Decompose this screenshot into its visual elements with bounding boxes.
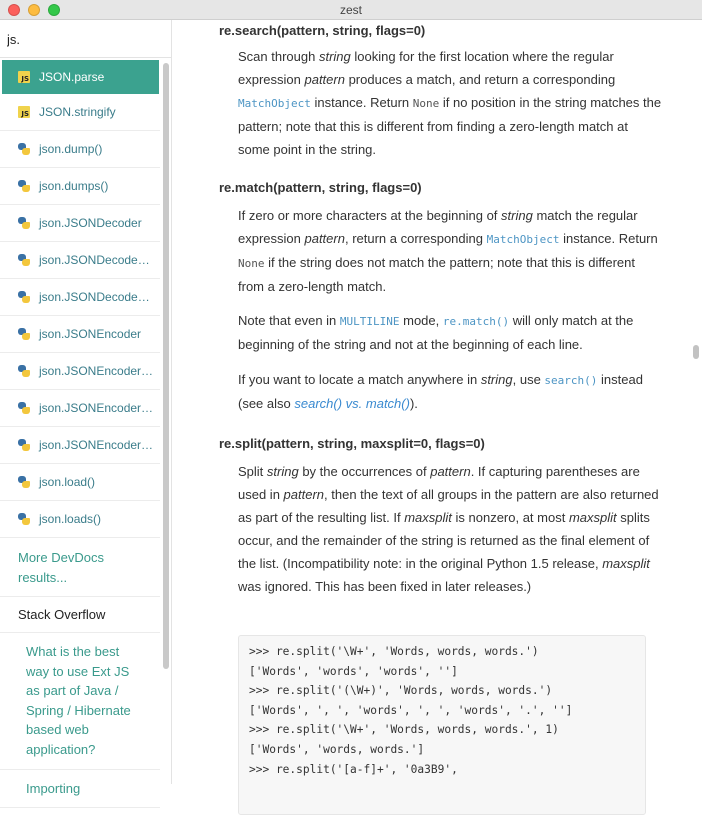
python-icon bbox=[18, 254, 30, 266]
sidebar-result-item[interactable] bbox=[0, 353, 160, 390]
code-line: ['Words', ', ', 'words', ', ', 'words', '.', ''] bbox=[249, 703, 573, 717]
sidebar-result-label: json.JSONEncoder… bbox=[39, 364, 154, 378]
code-link[interactable]: MatchObject bbox=[486, 233, 560, 246]
sidebar-result-label: JSON.parse bbox=[39, 70, 105, 84]
window-controls bbox=[8, 4, 60, 16]
close-window-button[interactable] bbox=[8, 4, 20, 16]
function-signature: re.search(pattern, string, flags=0) bbox=[219, 23, 426, 38]
python-icon bbox=[18, 180, 30, 192]
function-signature: re.match(pattern, string, flags=0) bbox=[219, 180, 422, 195]
search-box bbox=[0, 20, 171, 58]
code-line: >>> re.split('[a-f]+', '0a3B9', bbox=[249, 762, 458, 776]
paragraph: If zero or more characters at the beginning of string match the regular expression pattern, return a corresponding MatchObject instance. Return None if the string does not match the pattern; note that this is different from a zero-length match. bbox=[238, 208, 658, 294]
code-line: ['Words', 'words', 'words', ''] bbox=[249, 664, 458, 678]
window-title: zest bbox=[339, 3, 362, 17]
stack-overflow-item[interactable]: What is the best way to use Ext JS as part of Java / Spring / Hibernate based web application? bbox=[0, 633, 160, 770]
code-link[interactable]: search() bbox=[544, 374, 598, 387]
python-icon bbox=[18, 365, 30, 377]
title-bar bbox=[0, 0, 702, 20]
minimize-window-button[interactable] bbox=[28, 4, 40, 16]
js-icon: JS bbox=[18, 71, 30, 83]
python-icon bbox=[18, 476, 30, 488]
paragraph: Split string by the occurrences of pattern. If capturing parentheses are used in pattern, then the text of all groups in the pattern are also returned as part of the resulting list. If maxsplit is nonzero, at most maxsplit splits occur, and the remainder of the string is returned as the final element of the list. (Incompatibility note: in the original Python 1.5 release, maxsplit was ignored. This has been fixed in later releases.) bbox=[238, 464, 659, 594]
more-devdocs-results-link[interactable]: More DevDocs results... bbox=[0, 538, 160, 597]
sidebar-scrollbar-thumb[interactable] bbox=[163, 63, 169, 669]
stack-overflow-heading: Stack Overflow bbox=[0, 597, 160, 633]
sidebar-result-label: json.dumps() bbox=[39, 179, 109, 193]
sidebar-result-item[interactable] bbox=[0, 316, 160, 353]
sidebar-result-label: json.JSONEncoder… bbox=[39, 438, 154, 452]
sidebar-result-item[interactable] bbox=[2, 60, 159, 94]
sidebar-result-item[interactable] bbox=[0, 464, 160, 501]
sidebar-result-label: json.dump() bbox=[39, 142, 103, 156]
sidebar-result-item[interactable] bbox=[0, 242, 160, 279]
python-icon bbox=[18, 439, 30, 451]
sidebar-result-item[interactable] bbox=[0, 131, 160, 168]
sidebar-result-item[interactable] bbox=[0, 279, 160, 316]
python-icon bbox=[18, 402, 30, 414]
stack-overflow-item[interactable]: Importing bbox=[0, 770, 160, 809]
python-icon bbox=[18, 513, 30, 525]
js-icon: JS bbox=[18, 106, 30, 118]
sidebar-result-label: json.JSONDecode… bbox=[39, 253, 150, 267]
code-line: >>> re.split('\W+', 'Words, words, words.') bbox=[249, 645, 539, 658]
sidebar-result-item[interactable] bbox=[0, 427, 160, 464]
sidebar-scrollbar[interactable] bbox=[163, 63, 169, 780]
sidebar-result-label: json.JSONEncoder… bbox=[39, 401, 154, 415]
sidebar-result-label: json.JSONDecode… bbox=[39, 290, 150, 304]
sidebar-result-item[interactable] bbox=[0, 205, 160, 242]
code-line: >>> re.split('\W+', 'Words, words, words.', 1) bbox=[249, 723, 559, 737]
function-signature: re.split(pattern, string, maxsplit=0, flags=0) bbox=[219, 436, 485, 451]
python-icon bbox=[18, 217, 30, 229]
code-link[interactable]: re.match() bbox=[442, 315, 510, 328]
search-input[interactable] bbox=[0, 20, 171, 58]
sidebar-result-item[interactable] bbox=[0, 94, 160, 131]
code-line: ['Words', 'words, words.'] bbox=[249, 742, 425, 756]
documentation-panel bbox=[173, 20, 702, 784]
paragraph: If you want to locate a match anywhere in string, use search() instead (see also search() vs. match()). bbox=[238, 372, 643, 411]
content-scrollbar-thumb[interactable] bbox=[693, 345, 699, 359]
sidebar-result-label: json.JSONDecoder bbox=[39, 216, 142, 230]
sidebar-result-label: JSON.stringify bbox=[39, 105, 116, 119]
code-link[interactable]: MULTILINE bbox=[339, 315, 400, 328]
python-icon bbox=[18, 291, 30, 303]
sidebar-result-item[interactable] bbox=[0, 390, 160, 427]
code-example bbox=[238, 635, 646, 815]
results-list bbox=[0, 59, 171, 796]
paragraph: Scan through string looking for the first location where the regular expression pattern produces a match, and return a corresponding MatchObject instance. Return None if no position in the string matches the pattern; note that this is different from finding a zero-length match at some point in the string. bbox=[238, 49, 662, 157]
python-icon bbox=[18, 328, 30, 340]
zoom-window-button[interactable] bbox=[48, 4, 60, 16]
sidebar bbox=[0, 20, 172, 796]
sidebar-result-label: json.loads() bbox=[39, 512, 102, 526]
code-link[interactable]: MatchObject bbox=[238, 97, 311, 110]
search-vs-match-link[interactable]: search() vs. match() bbox=[294, 396, 410, 411]
sidebar-result-label: json.load() bbox=[39, 475, 96, 489]
paragraph: Note that even in MULTILINE mode, re.match() will only match at the beginning of the string and not at the beginning of each line. bbox=[238, 313, 634, 352]
code-line: >>> re.split('(\W+)', 'Words, words, words.') bbox=[249, 684, 553, 698]
sidebar-result-label: json.JSONEncoder bbox=[39, 327, 142, 341]
sidebar-result-item[interactable] bbox=[0, 168, 160, 205]
sidebar-result-item[interactable] bbox=[0, 501, 160, 538]
python-icon bbox=[18, 143, 30, 155]
